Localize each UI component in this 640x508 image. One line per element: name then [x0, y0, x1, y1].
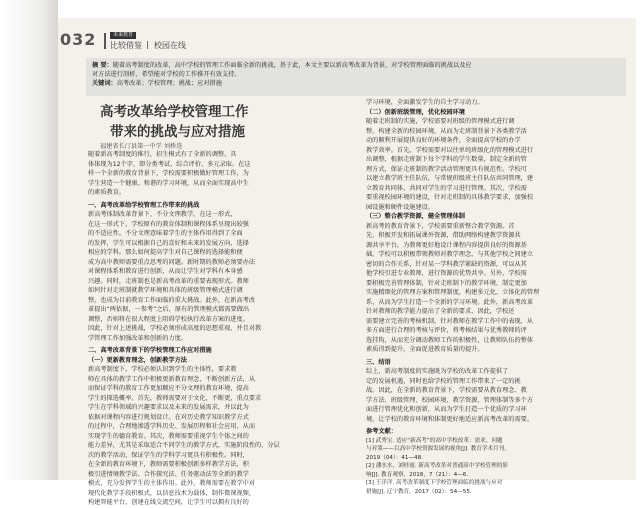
- text-line: 学生在学科领域的兴趣要求以及未来的发展需求，并以此为: [88, 404, 249, 411]
- text-line: 础，学校可以积极带领教师对教学理念，与其他学校之间建立: [366, 251, 534, 258]
- reference-line: [1] 武秀宝. 适应“新高考”的高中学校改革：需求、问题: [366, 437, 503, 444]
- text-line: 素质得到提升，全面促进教育质量的提升。: [366, 346, 484, 353]
- text-line: 能力差异，尤其是采取适合不同学生的教学方式，实施阶段性的、分层: [88, 442, 280, 449]
- text-line: 对课程体系和教育进行创新，从而让学生对学科有本身感: [88, 268, 243, 275]
- text-line: 要重视校园环境的建设，针对走班制的具体教学要求，加强校: [366, 194, 534, 201]
- text-line: 兴趣。同时，走班制也是新高考改革的重要表现形式。教师: [88, 277, 249, 285]
- text-line: 出调整，根据走班制下每个学科的学生数量，制定全新的管: [366, 156, 527, 163]
- text-line: 针对教师的教学能力提出了全新的要求，因此，学校还: [366, 308, 515, 315]
- section-heading: 二、高考改革背景下的学校管理工作应对措施: [88, 347, 212, 354]
- text-line: 学生营造一个健康、和谐的学习环境，从而全面实现高中生: [88, 179, 249, 187]
- text-line: 构建智能平台，创建在线交流空间，让学生可以拥有良好的: [88, 499, 249, 506]
- text-line: 选挂钩，从而充分调动教师工作的积极性，让教师队伍的整体: [366, 336, 534, 344]
- abstract-text-2: 对方法进行剖析，希望能对学校的工作推开有效支持。: [92, 71, 241, 78]
- text-line: 园设施和硬件设施建设。: [366, 203, 435, 211]
- reference-line: 响[J]. 教育观察，2018，7（21）：4—6.: [366, 471, 469, 478]
- text-line: 综上，新高考制度的实施既为学校的改革工作提供了: [366, 368, 509, 375]
- text-line: 实现学生的德育教育。其次，教师需要重视学生个体之间的: [88, 432, 249, 440]
- text-line: 多方面进行合理的考核与评价，将考核结果与优秀教师的评: [366, 327, 527, 334]
- section-heading: 参考文献：: [366, 428, 397, 435]
- page-number: 032: [60, 30, 97, 49]
- header-tag: 未来教育: [110, 32, 136, 39]
- left-text-column: [88, 150, 356, 508]
- text-line: 实施精细化的管理方案和管理制度，构建多元化、立体化的管理: [366, 289, 540, 296]
- text-line: 整，构建全新的校园环境，从而为走班制背景下各类教学活: [366, 127, 527, 135]
- header-divider: [104, 33, 106, 49]
- text-line: 系，从而为学生打造一个全新的学习环境。此外，新高考改革: [366, 298, 534, 306]
- text-line: 面进行管理优化和创新，从而为学生打造一个优质的学习环: [366, 406, 527, 413]
- abstract-label: 摘 要：: [92, 62, 113, 69]
- text-line: 以建立教学班主任队伍，与常规班级班主任队伍共同管理，建: [366, 175, 534, 182]
- article-title-line-2: 带来的挑战与应对措施: [110, 124, 245, 140]
- article-author: 福建省长汀县第一中学 刘桥连: [100, 143, 183, 150]
- text-line: 随着新高考制度的推行，招生模式有了全新的调整，具: [88, 151, 237, 158]
- text-line: 体体现为12个字，即分类考试、综合评价、多元录取。在这: [88, 160, 251, 168]
- section-heading: 一、高考改革给学校管理工作带来的挑战: [88, 201, 200, 209]
- reference-line: [3] 王洋洋. 高考改革制度下学校管理面临的挑战与应对: [366, 480, 503, 487]
- keywords-text: 高考改革；学校管理；挑战；应对措施: [116, 80, 222, 87]
- text-line: 要积极完善管理体制，针对走班制下的教学环境，制定更加: [366, 279, 527, 287]
- text-line: 次的教学活动，保证学生的学科学习更具有积极性。同时，: [88, 451, 249, 459]
- text-line: 调整，否则将在很大程度上阻碍学校执行改革方案的进度。: [88, 315, 249, 323]
- text-line: 先，积极开发和拓展课外资源，借助网络构建教学资源共: [366, 232, 521, 239]
- abstract-line-1: [92, 61, 620, 70]
- page-header: [60, 30, 620, 54]
- right-text-column: [366, 98, 632, 497]
- text-line: 境，让学校的教育环境和体制更好地适应新高考改革的需要。: [366, 415, 534, 423]
- text-line: 他学校引进专业教师，进行资源的优势共享。另外，学校需: [366, 270, 527, 277]
- header-column: 比较借鉴: [110, 41, 142, 50]
- reference-line: 2019（04）：41—48.: [366, 454, 423, 461]
- header-separator: |: [146, 40, 149, 49]
- article-title-line-1: 高考改革给学校管理工作: [100, 104, 249, 120]
- text-line: 战。因此，在全新的教育背景下，学校需要从教育理念、教: [366, 387, 527, 394]
- abstract-line-2: [92, 70, 620, 79]
- keywords-line: [92, 79, 620, 88]
- text-line: 模式，充分发挥学生的主体作用。此外，教师需要在教学中对: [88, 480, 256, 487]
- section-heading: （三）整合教学资源，健全管理体制: [366, 213, 465, 220]
- text-line: 学习环境，全面激发学生的自主学习动力。: [366, 99, 484, 106]
- abstract-text-1: 随着高考制度的改革，高中学校的管理工作面临全新的挑战，基于此，本文主要以新高考改革为背景，对学校管理面临的挑战以及应: [112, 62, 472, 69]
- text-line: 的素质教育。: [88, 189, 126, 196]
- text-line: 依据对课程内容进行规划设计。在对历史教学知识教学方式: [88, 413, 249, 421]
- text-line: 源共享平台，为教师更好地设计课程内容提供良好的资源基: [366, 241, 527, 249]
- text-line: 因此，针对上述挑战，学校必须形成高度的思想重视，并且对教: [88, 325, 262, 332]
- text-line: 的不适应性。不分文理意味着学生的主体作用得到了全面: [88, 230, 243, 237]
- text-line: 如何针对走班制就教学环境和具体的班级管理模式进行调: [88, 287, 243, 294]
- text-line: 动的顺利开展提供良好的环境条件，全面提高学校的办学: [366, 137, 521, 144]
- text-line: 定的发展机遇，同时也给学校的管理工作带来了一定的挑: [366, 377, 521, 385]
- text-line: 极引进情境教学法、合作探究法、任务驱动法等全新的教学: [88, 470, 249, 478]
- text-line: 师在具体的教学工作中积极更新教育理念，不断创新方法，从: [88, 375, 256, 383]
- reference-line: 措施[J]. 辽宁教育，2017（02）：54—55.: [366, 489, 472, 496]
- book-spine-shadow: [0, 0, 58, 480]
- text-line: 理方式，保证走班制的教学活动管理更具有规范性。学校可: [366, 165, 527, 173]
- text-line: 现代化教学手段积极式，以信息技术为载体，制作微课视频，: [88, 489, 256, 497]
- text-line: 需要建立完善的考核机制，针对教师在教学工作中的表现，从: [366, 317, 534, 325]
- text-line: 的发挥，学生可以根据自己的喜好和未来的发展方向，选择: [88, 239, 249, 247]
- section-heading: （二）创新班级管理，优化校园环境: [366, 108, 465, 116]
- text-line: 学管理工作加强改革和创新的力度。: [88, 334, 187, 342]
- text-line: 成为高中教师需要重点思考的问题。新时期的教师必须要办法: [88, 258, 256, 266]
- text-line: 随着走班制的实施，学校需要对班级的管理模式进行调: [366, 118, 515, 125]
- text-line: 整，也成为目前教育工作面临的重大挑战。此外，在新高考改: [88, 296, 256, 304]
- text-line: 的过程中，合理地渗透学科历史、发展历程和社会应用，从而: [88, 423, 256, 430]
- header-section: 校园在线: [154, 41, 186, 50]
- reference-line: 与对策——以高中学校资源发展的视角[J]. 教育学术月刊，: [366, 446, 510, 453]
- abstract-box: [86, 58, 626, 96]
- text-line: 教学效率。首先，学校需要对以往单纯班级化的管理模式进行: [366, 146, 534, 154]
- text-line: 在全新的教育环境下，教师需要积极创新多样教学方法，积: [88, 461, 249, 468]
- section-heading: （一）更新教育理念，创新教学方法: [88, 356, 187, 364]
- text-line: 革提出“两依据，一参考”之后，原有的管理模式都需要做出: [88, 306, 250, 313]
- text-line: 在这一形式下，学校原有的教育体制和课程体系呈现出较强: [88, 220, 249, 228]
- reference-line: [2] 潘水水，刘桂霞. 新高考改革对普通高中学校管理的影: [366, 463, 508, 470]
- text-line: 样一个全新的教育背景下，学校需要积极做好管理工作，为: [88, 170, 249, 177]
- text-line: 立教育共同体，共同对学生的学习进行管理。其次，学校需: [366, 184, 527, 192]
- keywords-label: 关键词：: [92, 80, 117, 87]
- text-line: 新高考制度下，学校必须认识到学生的主体性，要求教: [88, 366, 237, 373]
- section-heading: 三、结语: [366, 358, 391, 366]
- text-line: 新高考的教育背景下，学校需要重新整合教学资源。首: [366, 222, 515, 230]
- text-line: 新高考体制改革背景下，不分文理教学，在这一形式，: [88, 211, 237, 218]
- text-line: 学生的探选概率。首先，教师需要对于文化，不断更，重点要求: [88, 394, 262, 402]
- text-line: 学方法、班级管理、校园环境、教学资源、管理体制等多个方: [366, 396, 534, 404]
- text-line: 密切的合作关系，针对某一学科教学紧缺的资源，可以从其: [366, 260, 527, 268]
- text-line: 而保证学科的教育工作更加顺应不分文理的教育环境，提高: [88, 385, 249, 392]
- text-line: 相应的学科。那么如何提高学生对自己课程的选择能和便: [88, 249, 243, 256]
